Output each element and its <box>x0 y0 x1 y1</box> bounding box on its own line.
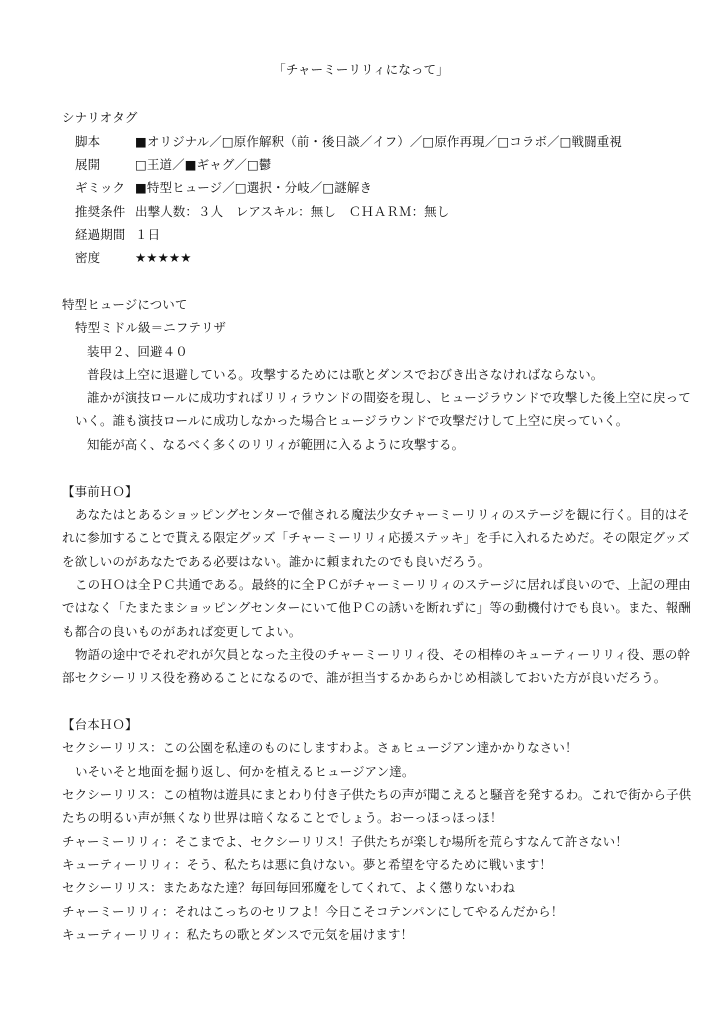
tag-recommended-value: 出撃人数：３人 レアスキル：無し ＣＨＡＲＭ：無し <box>135 204 450 219</box>
pre-ho-heading: 【事前ＨＯ】 <box>62 484 138 499</box>
tag-recommended-label: 推奨条件 <box>75 204 126 219</box>
tag-gimmick-value: ■特型ヒュージ／□選択・分岐／□謎解き <box>135 180 373 195</box>
script-ho-line: チャーミーリリィ：そこまでよ、セクシーリリス！子供たちが楽しむ場所を荒らすなんて許さない！ <box>62 834 628 849</box>
huge-name: 特型ミドル級＝ニフテリザ <box>75 320 226 335</box>
tag-script-label: 脚本 <box>75 134 101 149</box>
huge-text-line: いく。誰も演技ロールに成功しなかった場合ヒュージラウンドで攻撃だけして上空に戻っていく。 <box>75 413 629 428</box>
pre-ho-line: も都合の良いものがあれば変更してよい。 <box>62 624 302 639</box>
huge-text-line: 誰かが演技ロールに成功すればリリィラウンドの間姿を現し、ヒュージラウンドで攻撃した後上空に戻って <box>87 390 691 405</box>
tag-script-value: ■オリジナル／□原作解釈（前・後日談／イフ）／□原作再現／□コラボ／□戦闘重視 <box>135 134 622 149</box>
tag-density <box>75 250 679 266</box>
tag-density-value: ★★★★★ <box>135 250 192 265</box>
huge-text-line: 普段は上空に退避している。攻撃するためには歌とダンスでおびき出さなければならない。 <box>87 367 604 382</box>
script-ho-line: チャーミーリリィ：それはこっちのセリフよ！今日こそコテンパンにしてやるんだから！ <box>62 904 564 919</box>
script-ho-line: セクシーリリス：この公園を私達のものにしますわよ。さぁヒュージアン達かかりなさい！ <box>62 740 578 755</box>
tag-recommended <box>75 204 679 220</box>
document-title: 「チャーミーリリィになって」 <box>273 62 449 77</box>
tag-duration-label: 経過期間 <box>75 227 126 242</box>
script-ho-line: いそいそと地面を掘り返し、何かを植えるヒュージアン達。 <box>75 764 415 779</box>
tag-development <box>75 157 679 173</box>
huge-heading: 特型ヒュージについて <box>62 297 188 312</box>
tag-gimmick-label: ギミック <box>75 180 126 195</box>
huge-text-line: 知能が高く、なるべく多くのリリィが範囲に入るように攻撃する。 <box>87 437 465 452</box>
tag-duration <box>75 227 679 243</box>
scenario-tags-heading: シナリオタグ <box>62 110 138 125</box>
script-ho-line: セクシーリリス：この植物は遊具にまとわり付き子供たちの声が聞こえると騒音を発するわ。これで街から子供 <box>62 787 692 802</box>
pre-ho-line: を欲しいのがあなたである必要はない。誰かに頼まれたのでも良いだろう。 <box>62 554 491 569</box>
tag-development-value: □王道／■ギャグ／□鬱 <box>135 157 272 172</box>
tag-density-label: 密度 <box>75 250 101 265</box>
script-ho-heading: 【台本ＨＯ】 <box>62 717 138 732</box>
pre-ho-line: ではなく「たまたまショッピングセンターにいて他ＰＣの誘いを断れずに」等の動機付けでも良い。また、報酬 <box>62 600 692 615</box>
huge-stats: 装甲２、回避４０ <box>87 344 188 359</box>
script-ho-line: キューティーリリィ：私たちの歌とダンスで元気を届けます！ <box>62 927 414 942</box>
script-ho-line: たちの明るい声が無くなり世界は暗くなることでしょう。おーっほっほっほ！ <box>62 810 503 825</box>
tag-script <box>75 134 679 150</box>
tag-development-label: 展開 <box>75 157 101 172</box>
pre-ho-line: 部セクシーリリス役を務めることになるので、誰が担当するかあらかじめ相談しておいた方が良いだろう。 <box>62 670 667 685</box>
tag-gimmick <box>75 180 679 196</box>
pre-ho-line: あなたはとあるショッピングセンターで催される魔法少女チャーミーリリィのステージを観に行く。目的はそ <box>75 507 690 522</box>
pre-ho-line: 物語の途中でそれぞれが欠員となった主役のチャーミーリリィ役、その相棒のキューティーリリィ役、悪の幹 <box>75 647 691 662</box>
pre-ho-line: このＨＯは全ＰＣ共通である。最終的に全ＰＣがチャーミーリリィのステージに居れば良いので、上記の理由 <box>75 577 691 592</box>
script-ho-line: キューティーリリィ：そう、私たちは悪に負けない。夢と希望を守るために戦います！ <box>62 857 552 872</box>
script-ho-line: セクシーリリス：またあなた達？毎回毎回邪魔をしてくれて、よく懲りないわね <box>62 880 516 895</box>
tag-duration-value: １日 <box>135 227 161 242</box>
pre-ho-line: れに参加することで貰える限定グッズ「チャーミーリリィ応援ステッキ」を手に入れるためだ。その限定グッズ <box>62 530 690 545</box>
